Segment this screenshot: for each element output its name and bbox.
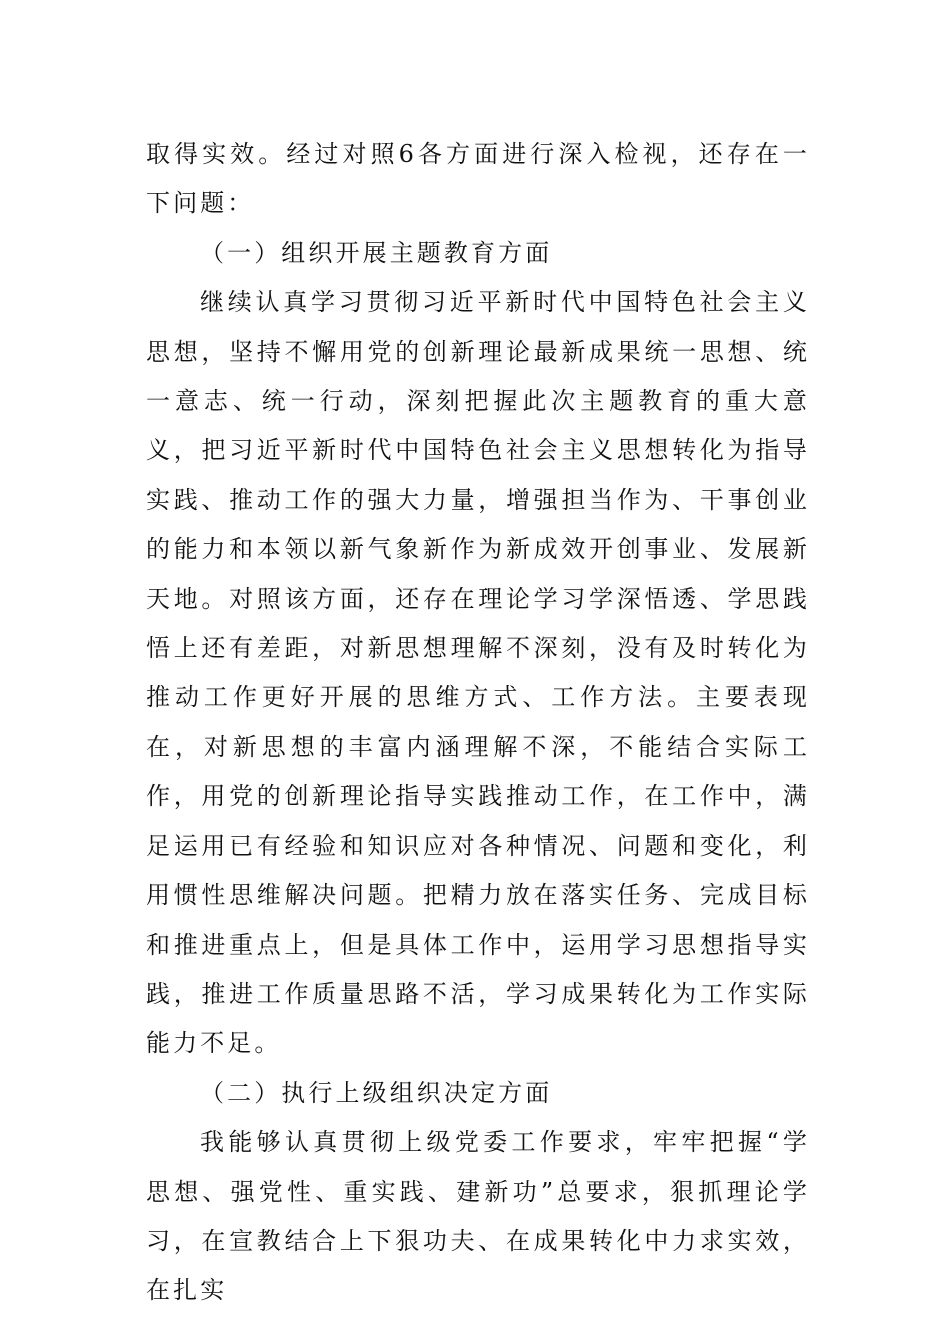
- document-body: [146, 130, 810, 1316]
- section-heading-2: （二）执行上级组织决定方面: [200, 1078, 553, 1107]
- section-heading-1: （一）组织开展主题教育方面: [200, 238, 553, 267]
- paragraph-section-2: 我能够认真贯彻上级党委工作要求，牢牢把握“学思想、强党性、重实践、建新功”总要求，狠抓理论学习，在宣教结合上下狠功夫、在成果转化中力求实效，在扎实: [146, 1128, 810, 1305]
- paragraph-section-1: 继续认真学习贯彻习近平新时代中国特色社会主义思想，坚持不懈用党的创新理论最新成果统一思想、统一意志、统一行动，深刻把握此次主题教育的重大意义，把习近平新时代中国特色社会主义思想转化为指导实践、推动工作的强大力量，增强担当作为、干事创业的能力和本领以新气象新作为新成效开创事业、发展新天地。对照该方面，还存在理论学习学深悟透、学思践悟上还有差距，对新思想理解不深刻，没有及时转化为推动工作更好开展的思维方式、工作方法。主要表现在，对新思想的丰富内涵理解不深，不能结合实际工作，用党的创新理论指导实践推动工作，在工作中，满足运用已有经验和知识应对各种情况、问题和变化，利用惯性思维解决问题。把精力放在落实任务、完成目标和推进重点上，但是具体工作中，运用学习思想指导实践，推进工作质量思路不活，学习成果转化为工作实际能力不足。: [146, 288, 810, 1058]
- paragraph-intro: 取得实效。经过对照6各方面进行深入检视，还存在一下问题：: [146, 140, 810, 218]
